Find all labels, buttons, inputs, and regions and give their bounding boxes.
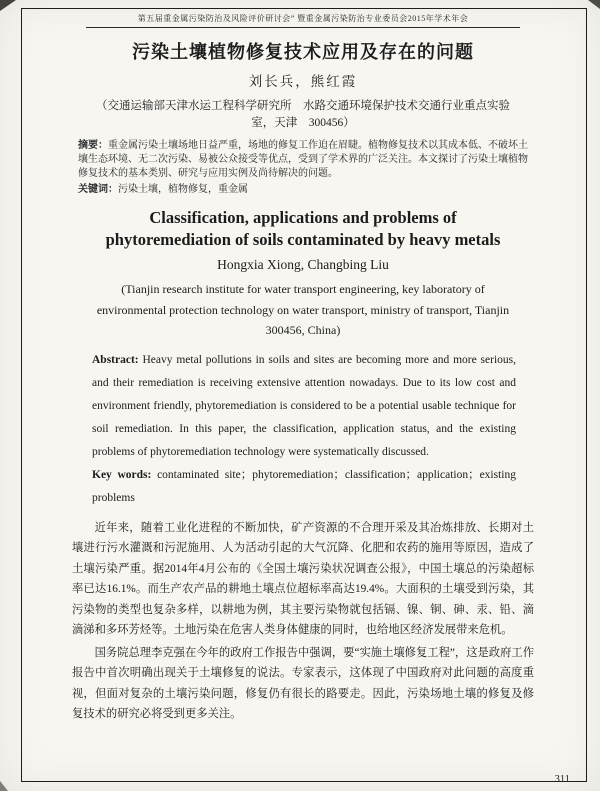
keywords-chinese-text: 污染土壤，植物修复，重金属 bbox=[118, 184, 248, 195]
keywords-chinese bbox=[78, 183, 528, 197]
keywords-english-label: Key words: bbox=[92, 468, 158, 481]
title-english: Classification, applications and problems of phytoremediation of soils contaminated by heavy metals bbox=[105, 208, 501, 249]
body-text bbox=[72, 518, 534, 725]
authors-chinese: 刘长兵，熊红霞 bbox=[248, 74, 358, 89]
abstract-english-text: Heavy metal pollutions in soils and sites are becoming more and more serious, and their remediation is receiving extensive attention nowadays. Due to its low cost and environment friendly, phytoremediation is considered to be a potential usable technique for soil remediation. In this paper, the classification, application status, and the existing problems of phytoremediation technology were systematically discussed. bbox=[92, 353, 517, 458]
page-border-frame bbox=[21, 8, 587, 782]
keywords-chinese-label: 关键词： bbox=[78, 184, 118, 195]
affiliation-chinese: （交通运输部天津水运工程科学研究所 水路交通环境保护技术交通行业重点实验室，天津 300456） bbox=[96, 100, 510, 129]
keywords-english bbox=[92, 464, 516, 510]
title-chinese: 污染土壤植物修复技术应用及存在的问题 bbox=[132, 42, 474, 62]
abstract-chinese-text: 重金属污染土壤场地日益严重，场地的修复工作迫在眉睫。植物修复技术以其成本低、不破坏土壤生态环境、无二次污染、易被公众接受等优点，受到了学术界的广泛关注。本文探讨了污染土壤植物修复技术的基本类别、研究与应用实例及尚待解决的问题。 bbox=[78, 140, 528, 179]
abstract-chinese bbox=[78, 139, 528, 181]
scan-artifact-top-right bbox=[588, 0, 600, 9]
abstract-chinese-label: 摘要： bbox=[78, 140, 108, 151]
abstract-english bbox=[92, 349, 516, 464]
scan-artifact-top-left bbox=[0, 0, 16, 11]
body-paragraph-1: 近年来，随着工业化进程的不断加快，矿产资源的不合理开采及其冶炼排放、长期对土壤进行污水灌溉和污泥施用、人为活动引起的大气沉降、化肥和农药的施用等原因，造成了土壤污染严重。据2014年4月公布的《全国土壤污染状况调查公报》，中国土壤总的污染超标率已达16.1%。而生产农产品的耕地土壤点位超标率高达19.4%。大面积的土壤受到污染，其污染物的类型也复杂多样，以耕地为例，其主要污染物就包括镉、镍、铜、砷、汞、铅、滴滴涕和多环芳烃等。土地污染在危害人类身体健康的同时，也给地区经济发展带来危机。 bbox=[72, 521, 534, 636]
authors-english: Hongxia Xiong, Changbing Liu bbox=[217, 257, 389, 272]
body-paragraph-2: 国务院总理李克强在今年的政府工作报告中强调，要“实施土壤修复工程”，这是政府工作报告中首次明确出现关于土壤修复的说法。专家表示，这体现了中国政府对此问题的高度重视，但面对复杂的土壤污染问题，修复仍有很长的路要走。因此，污染场地土壤的修复及修复技术的研究必将受到更多关注。 bbox=[72, 646, 534, 720]
page-number: 311 bbox=[554, 774, 570, 785]
scan-artifact-bottom-left bbox=[0, 781, 8, 791]
header-rule bbox=[86, 27, 520, 28]
keywords-english-text: contaminated site；phytoremediation；classification；application；existing problems bbox=[92, 468, 516, 504]
affiliation-english: (Tianjin research institute for water transport engineering, key laboratory of environmental protection technology on water transport, ministry of transport, Tianjin 300456, China) bbox=[96, 282, 510, 337]
conference-header: 第五届重金属污染防治及风险评价研讨会” 暨重金属污染防治专业委员会2015年学术年会 bbox=[137, 14, 469, 23]
abstract-english-label: Abstract: bbox=[92, 353, 143, 366]
